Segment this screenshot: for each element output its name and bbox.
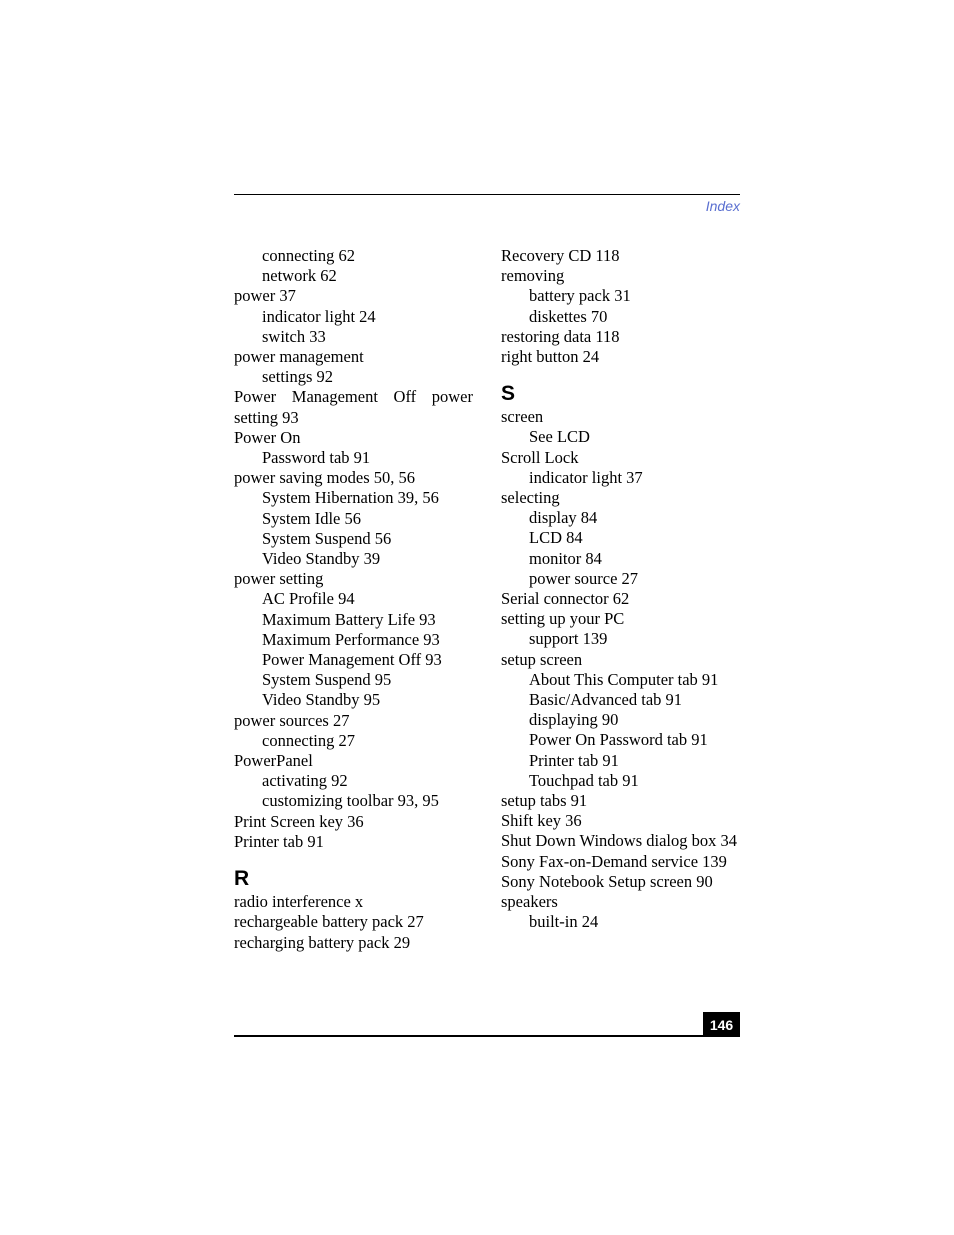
index-column-right <box>501 246 740 933</box>
index-subentry: connecting 27 <box>262 730 356 750</box>
index-entry-wrapped: Power Management Off power setting 93 <box>234 387 473 427</box>
index-entry: screen <box>501 407 544 427</box>
index-subentry: built-in 24 <box>529 912 599 932</box>
index-subentry: connecting 62 <box>262 246 356 265</box>
index-entry: Sony Fax-on-Demand service 139 <box>501 851 727 871</box>
index-subentry: diskettes 70 <box>529 306 608 326</box>
index-subentry: Power On Password tab 91 <box>529 730 708 750</box>
index-subentry: power source 27 <box>529 568 639 588</box>
index-subentry: Printer tab 91 <box>529 750 619 770</box>
index-subentry: network 62 <box>262 266 337 286</box>
index-entry: Recovery CD 118 <box>501 246 620 265</box>
index-subentry: Touchpad tab 91 <box>529 770 639 790</box>
index-subentry: Video Standby 39 <box>262 549 381 569</box>
header-rule <box>234 194 740 195</box>
index-entry: Shift key 36 <box>501 811 582 831</box>
page-number-badge: 146 <box>703 1012 740 1037</box>
index-subentry: activating 92 <box>262 771 348 791</box>
index-subentry: Power Management Off 93 <box>262 650 442 670</box>
index-subentry: indicator light 37 <box>529 467 643 487</box>
index-subentry: displaying 90 <box>529 710 619 730</box>
index-entry: right button 24 <box>501 347 600 367</box>
index-subentry: display 84 <box>529 508 598 528</box>
section-letter-s: S <box>501 382 516 406</box>
index-entry: Sony Notebook Setup screen 90 <box>501 871 713 891</box>
index-subentry: Basic/Advanced tab 91 <box>529 690 683 710</box>
index-subentry: battery pack 31 <box>529 286 631 306</box>
index-entry: power 37 <box>234 286 296 306</box>
index-subentry: Password tab 91 <box>262 448 371 468</box>
index-entry: selecting <box>501 488 560 508</box>
index-subentry: System Suspend 56 <box>262 528 392 548</box>
index-entry: Print Screen key 36 <box>234 811 364 831</box>
index-entry: rechargeable battery pack 27 <box>234 912 424 932</box>
index-subentry: switch 33 <box>262 326 326 346</box>
index-subentry: indicator light 24 <box>262 306 376 326</box>
index-subentry: System Hibernation 39, 56 <box>262 488 439 508</box>
index-subentry: customizing toolbar 93, 95 <box>262 791 439 811</box>
index-subentry: See LCD <box>529 427 590 447</box>
index-subentry: settings 92 <box>262 367 334 387</box>
index-entry: power management <box>234 347 364 367</box>
index-entry-wrapped: Shut Down Windows dialog box 34 <box>501 831 737 851</box>
index-entry: Power On <box>234 427 301 447</box>
index-subentry: support 139 <box>529 629 608 649</box>
section-letter-r: R <box>234 867 250 891</box>
index-entry: Serial connector 62 <box>501 589 630 609</box>
index-entry: removing <box>501 266 565 286</box>
index-entry: setup screen <box>501 649 583 669</box>
index-entry: power sources 27 <box>234 710 350 730</box>
index-entry: restoring data 118 <box>501 326 620 346</box>
index-entry: recharging battery pack 29 <box>234 932 411 952</box>
index-subentry: About This Computer tab 91 <box>529 669 719 689</box>
index-entry: speakers <box>501 892 558 912</box>
index-entry: setup tabs 91 <box>501 791 588 811</box>
index-subentry: LCD 84 <box>529 528 583 548</box>
index-subentry: Maximum Battery Life 93 <box>262 609 436 629</box>
index-entry: radio interference x <box>234 892 364 912</box>
section-header-label: Index <box>705 198 740 214</box>
index-entry: Scroll Lock <box>501 447 579 467</box>
index-entry: power saving modes 50, 56 <box>234 468 416 488</box>
index-subentry: System Suspend 95 <box>262 670 392 690</box>
index-subentry: monitor 84 <box>529 548 602 568</box>
index-entry: Printer tab 91 <box>234 831 324 851</box>
index-entry: power setting <box>234 569 324 589</box>
index-entry: setting up your PC <box>501 609 625 629</box>
index-column-left <box>234 246 473 953</box>
index-subentry: Video Standby 95 <box>262 690 381 710</box>
index-subentry: System Idle 56 <box>262 508 361 528</box>
index-entry: PowerPanel <box>234 751 313 771</box>
index-subentry: Maximum Performance 93 <box>262 629 440 649</box>
footer-rule <box>234 1035 740 1037</box>
index-subentry: AC Profile 94 <box>262 589 355 609</box>
